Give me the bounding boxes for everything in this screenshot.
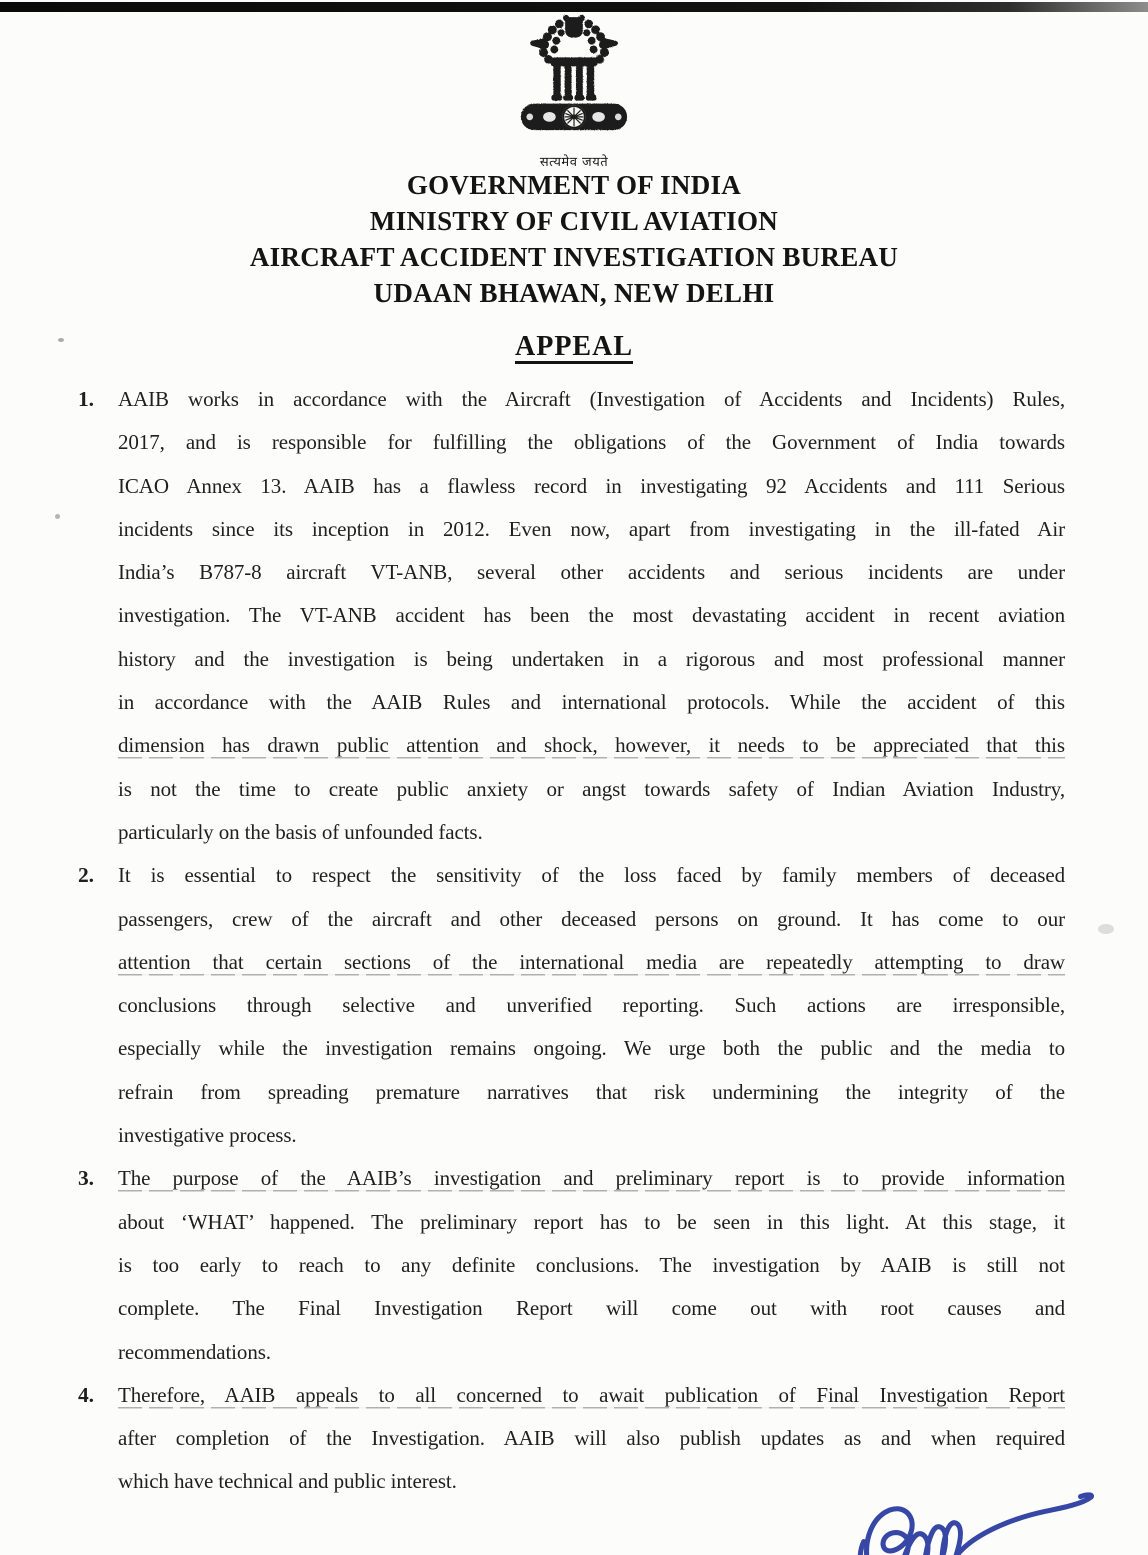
paragraph-line: particularly on the basis of unfounded facts. (118, 819, 483, 844)
paragraph-line: India’s B787-8 aircraft VT-ANB, several other accidents and serious incidents are under (118, 560, 1065, 585)
paragraph-line: It is essential to respect the sensitivity of the loss faced by family members of deceased (118, 863, 1065, 888)
paragraph-lines (118, 854, 1065, 1157)
page-title-text: APPEAL (515, 331, 633, 362)
appeal-paragraph (78, 1157, 1065, 1373)
scan-speck (55, 514, 60, 519)
paragraph-line: AAIB works in accordance with the Aircraft (Investigation of Accidents and Incidents) Rules, (118, 387, 1065, 411)
appeal-body (78, 378, 1065, 1504)
paragraph-line: in accordance with the AAIB Rules and international protocols. While the accident of this (118, 690, 1065, 715)
paragraph-line: Therefore, AAIB appeals to all concerned to await publication of Final Investigation Report (118, 1374, 1065, 1417)
paragraph-line: history and the investigation is being undertaken in a rigorous and most professional manner (118, 646, 1065, 671)
paragraph-line: conclusions through selective and unverified reporting. Such actions are irresponsible, (118, 993, 1065, 1018)
paragraph-line: recommendations. (118, 1339, 271, 1364)
appeal-paragraph (78, 854, 1065, 1157)
paragraph-number: 3. (78, 1166, 94, 1191)
scan-speck (1098, 924, 1114, 934)
india-national-emblem (0, 13, 1148, 170)
letterhead-line-address: UDAAN BHAWAN, NEW DELHI (373, 278, 775, 308)
paragraph-lines (118, 378, 1065, 854)
letterhead-line-bureau: AIRCRAFT ACCIDENT INVESTIGATION BUREAU (249, 242, 899, 272)
scan-edge-bar (0, 2, 1148, 12)
signature-stroke (860, 1495, 1091, 1555)
scan-speck (58, 338, 64, 342)
paragraph-line: passengers, crew of the aircraft and other deceased persons on ground. It has come to our (118, 906, 1065, 931)
paragraph-line: investigative process. (118, 1123, 297, 1148)
paragraph-line: investigation. The VT-ANB accident has been the most devastating accident in recent aviation (118, 603, 1065, 628)
paragraph-line: dimension has drawn public attention and shock, however, it needs to be appreciated that this (118, 724, 1065, 767)
paragraph-line: complete. The Final Investigation Report will come out with root causes and (118, 1296, 1065, 1321)
paragraph-number: 2. (78, 863, 94, 888)
emblem-motto: सत्यमेव जयते (539, 155, 609, 170)
paragraph-line: after completion of the Investigation. AAIB will also publish updates as and when required (118, 1426, 1065, 1451)
paragraph-line: ICAO Annex 13. AAIB has a flawless record in investigating 92 Accidents and 111 Serious (118, 473, 1065, 498)
paragraph-line: 2017, and is responsible for fulfilling the obligations of the Government of India towards (118, 430, 1065, 455)
appeal-paragraph (78, 378, 1065, 854)
paragraph-line: especially while the investigation remains ongoing. We urge both the public and the media to (118, 1036, 1065, 1061)
paragraph-line: refrain from spreading premature narratives that risk undermining the integrity of the (118, 1079, 1065, 1104)
paragraph-lines (118, 1157, 1065, 1373)
paragraph-number: 1. (78, 387, 94, 411)
letterhead-line-ministry: MINISTRY OF CIVIL AVIATION (369, 206, 779, 236)
letterhead-line-government: GOVERNMENT OF INDIA (406, 170, 742, 200)
paragraph-line: The purpose of the AAIB’s investigation and preliminary report is to provide information (118, 1157, 1065, 1200)
paragraph-line: about ‘WHAT’ happened. The preliminary report has to be seen in this light. At this stage, it (118, 1209, 1065, 1234)
paragraph-line: is too early to reach to any definite conclusions. The investigation by AAIB is still not (118, 1252, 1065, 1277)
paragraph-line: incidents since its inception in 2012. Even now, apart from investigating in the ill-fated Air (118, 516, 1065, 541)
paragraph-line: is not the time to create public anxiety or angst towards safety of Indian Aviation Industry, (118, 776, 1065, 801)
paragraph-line: which have technical and public interest. (118, 1469, 457, 1494)
signature-ink (850, 1465, 1104, 1555)
page-title (0, 331, 1148, 363)
paragraph-number: 4. (78, 1382, 94, 1407)
ashoka-lion-capital-icon (515, 13, 633, 147)
letterhead (0, 167, 1148, 311)
paragraph-line: attention that certain sections of the international media are repeatedly attempting to draw (118, 941, 1065, 984)
